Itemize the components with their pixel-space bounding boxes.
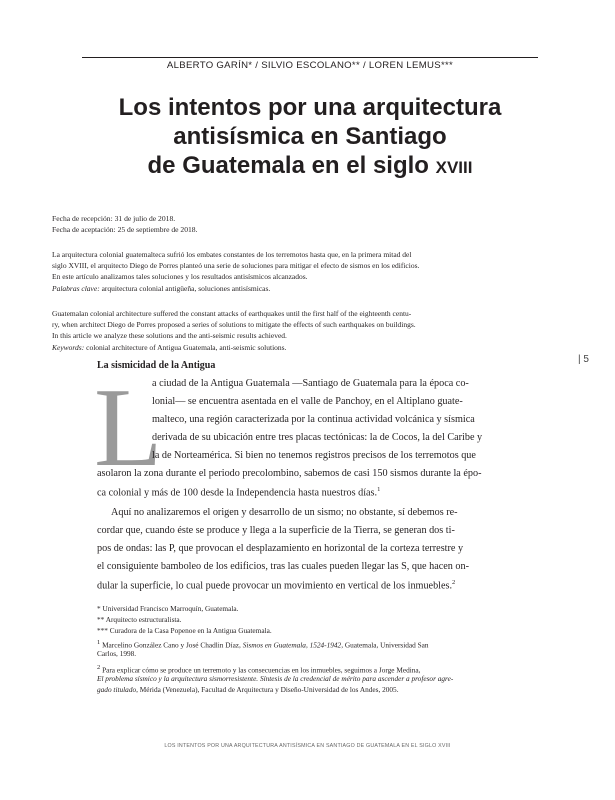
body-line: dular la superficie, lo cual puede provocar un movimiento en vertical de los inmuebles.$^2$ — [97, 579, 456, 592]
abstract-english — [52, 308, 508, 353]
dates — [52, 213, 198, 236]
running-footer: LOS INTENTOS POR UNA ARQUITECTURA ANTISÍSMICA EN SANTIAGO DE GUATEMALA EN EL SIGLO XVIII — [164, 743, 451, 749]
article-title — [72, 93, 548, 182]
title-line-1: Los intentos por una arquitectura — [118, 94, 502, 121]
title-line-3: de Guatemala en el siglo XVIII — [147, 152, 473, 179]
abstract-es-line: La arquitectura colonial guatemalteca sufrió los embates constantes de los terremotos hasta que, en la primera mitad del — [52, 250, 412, 259]
header-rule — [82, 57, 538, 58]
body-line: cordar que, cuando éste se produce y llega a la superficie de la Tierra, se generan dos ti- — [97, 525, 455, 536]
drop-cap: L — [94, 366, 163, 490]
footnote-2-cont: El problema sísmico y la arquitectura sismorresistente. Síntesis de la credencial de mérito para ascender a profesor agre- — [97, 674, 454, 683]
section-heading: La sismicidad de la Antigua — [97, 360, 216, 371]
body-line: la de Norteamérica. Si bien no tenemos registros precisos de los terremotos que — [152, 450, 476, 461]
abstract-es-line: En este artículo analizamos tales soluciones y los resultados antisísmicos alcanzados. — [52, 272, 308, 282]
abstract-en-line: Guatemalan colonial architecture suffered the constant attacks of earthquakes until the first half of the eighteenth centu- — [52, 309, 412, 318]
title-line-2: antisísmica en Santiago — [173, 123, 447, 150]
footnote-ref[interactable]: 1 — [377, 486, 381, 493]
abstract-spanish — [52, 249, 508, 294]
body-line: Aquí no analizaremos el origen y desarrollo de un sismo; no obstante, sí debemos re- — [111, 507, 458, 518]
abstract-en-line: In this article we analyze these solutions and the anti-seismic results achieved. — [52, 331, 287, 341]
keywords-en: Keywords: colonial architecture of Antigua Guatemala, anti-seismic solutions. — [52, 342, 287, 352]
body-line: el consiguiente bamboleo de los edificios, tras las cuales pueden llegar las S, que hacen on- — [97, 561, 470, 572]
abstract-en-line: ry, when architect Diego de Porres proposed a series of solutions to mitigate the effects of such earthquakes on buildings. — [52, 320, 416, 330]
body-line: pos de ondas: las P, que provocan el desplazamiento en horizontal de la corteza terrestre y — [97, 543, 464, 554]
body-line: asolaron la zona durante el periodo precolombino, sabemos de casi 150 sismos durante la épo- — [97, 468, 482, 479]
abstract-es-line: siglo XVIII, el arquitecto Diego de Porres planteó una serie de soluciones para mitigar el efecto de sismos en los edificios. — [52, 261, 420, 271]
footnote-affiliation-3: *** Curadora de la Casa Popenoe en la Antigua Guatemala. — [97, 626, 272, 635]
footnote-ref[interactable]: 2 — [452, 579, 456, 586]
keywords-es: Palabras clave: arquitectura colonial antigüeña, soluciones antisísmicas. — [52, 283, 271, 293]
body-line: lonial— se encuentra asentada en el valle de Panchoy, en el Altiplano guate- — [152, 396, 463, 407]
body-line: derivada de su ubicación entre tres placas tectónicas: la de Cocos, la del Caribe y — [152, 432, 483, 443]
footnote-affiliation-1: * Universidad Francisco Marroquín, Guatemala. — [97, 604, 239, 613]
page-number: | 5 — [578, 354, 589, 365]
body-line: malteco, una región caracterizada por la continua actividad volcánica y sísmica — [152, 414, 475, 425]
footnote-2: $^2$ Para explicar cómo se produce un terremoto y las consecuencias en los inmuebles, seguimos a Jorge Medina, — [97, 664, 421, 675]
footnote-1-cont: Carlos, 1998. — [97, 649, 137, 658]
body-line: ca colonial y más de 100 desde la Independencia hasta nuestros días.$^1$ — [97, 486, 381, 499]
received-date: Fecha de recepción: 31 de julio de 2018. — [52, 214, 176, 223]
authors: ALBERTO GARÍN* / SILVIO ESCOLANO** / LOREN LEMUS*** — [166, 60, 454, 71]
accepted-date: Fecha de aceptación: 25 de septiembre de 2018. — [52, 225, 198, 235]
footnote-1: $^1$ Marcelino González Cano y José Chadlin Díaz, Sismos en Guatemala, 1524-1942, Guatemala, Universidad San — [97, 639, 429, 650]
footnote-2-cont: gado titulado, Mérida (Venezuela), Facultad de Arquitectura y Diseño-Universidad de los Andes, 2005. — [97, 685, 399, 694]
title-century: XVIII — [435, 158, 473, 177]
footnote-affiliation-2: ** Arquitecto estructuralista. — [97, 615, 182, 624]
body-line: a ciudad de la Antigua Guatemala —Santiago de Guatemala para la época co- — [152, 378, 469, 389]
